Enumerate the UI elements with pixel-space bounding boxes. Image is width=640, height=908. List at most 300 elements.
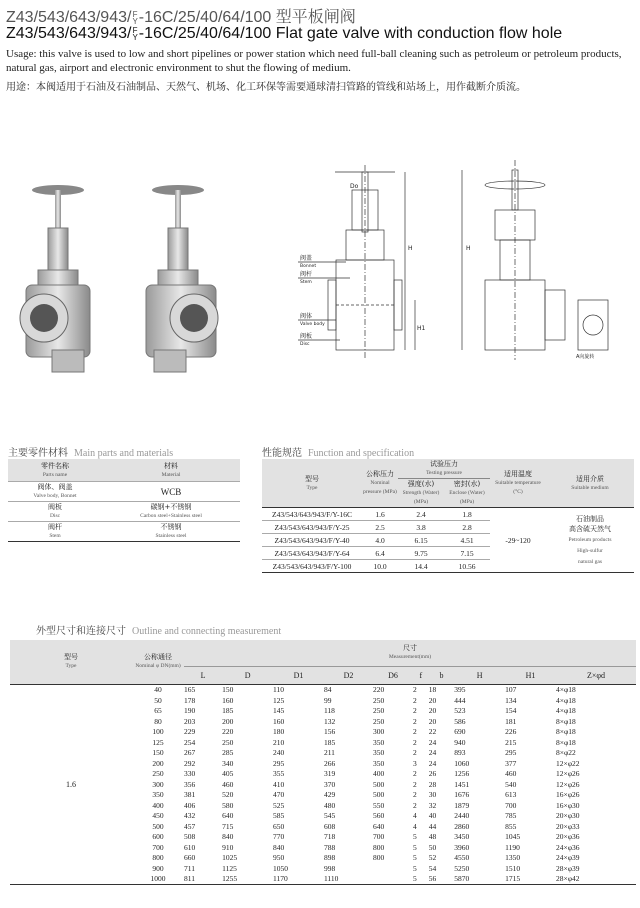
label-side-h: H bbox=[466, 245, 471, 252]
dims-col-header: f bbox=[419, 670, 423, 680]
dims-cell-dn: 125 bbox=[152, 737, 164, 747]
dims-cell: 150 bbox=[222, 685, 234, 695]
dims-cell: 525 bbox=[273, 800, 285, 810]
dims-cell: 508 bbox=[184, 832, 196, 842]
dims-cell: 540 bbox=[505, 779, 517, 789]
dims-cell: 250 bbox=[372, 695, 385, 705]
dims-cell: 5 bbox=[412, 832, 417, 842]
dims-cell-dn: 400 bbox=[152, 800, 164, 810]
parts-cell bbox=[102, 502, 240, 522]
spec-cell-pn: 1.6 bbox=[375, 509, 385, 519]
spec-cell-temp: -29~120 bbox=[490, 508, 546, 573]
dims-cell: 700 bbox=[372, 832, 385, 842]
dims-cell: 180 bbox=[273, 727, 285, 737]
dims-cell: 2 bbox=[412, 716, 417, 726]
dims-cell: 40 bbox=[428, 811, 437, 821]
dims-cell: 2 bbox=[412, 800, 417, 810]
dims-cell: 1451 bbox=[454, 779, 470, 789]
spec-medium-en3: natural gas bbox=[578, 558, 602, 565]
dims-cell: 8×φ22 bbox=[556, 748, 576, 758]
dims-cell-dn: 65 bbox=[154, 706, 162, 716]
spec-cell-medium bbox=[546, 508, 634, 573]
dims-cell: 950 bbox=[273, 853, 285, 863]
parts-section-title bbox=[8, 444, 173, 459]
spec-cell-type: Z43/543/643/943/F/Y-100 bbox=[272, 561, 352, 571]
dims-cell: 840 bbox=[273, 842, 285, 852]
dims-cell: 3960 bbox=[454, 842, 470, 852]
dims-cell: 470 bbox=[273, 790, 285, 800]
dims-cell: 500 bbox=[372, 790, 385, 800]
dims-cell: 1256 bbox=[454, 769, 470, 779]
dims-cell: 8×φ18 bbox=[556, 716, 576, 726]
dims-cell: 52 bbox=[428, 853, 437, 863]
parts-cell bbox=[8, 522, 102, 542]
page-title-cn bbox=[6, 4, 356, 27]
valve-photos bbox=[14, 150, 234, 380]
spec-col-medium bbox=[546, 459, 634, 508]
dims-cell-dn: 250 bbox=[152, 769, 164, 779]
parts-mat-en: WCB bbox=[160, 486, 182, 497]
dims-cell: 5 bbox=[412, 853, 417, 863]
dims-cell-dn: 100 bbox=[152, 727, 164, 737]
dims-cell: 711 bbox=[184, 863, 195, 873]
parts-mat-en: Carbon steel+Stainless steel bbox=[140, 513, 202, 519]
dims-cell: 700 bbox=[505, 800, 517, 810]
dims-cell: 4 bbox=[412, 811, 417, 821]
dims-cell: 134 bbox=[505, 695, 517, 705]
dims-cell: 1676 bbox=[454, 790, 470, 800]
dims-section-title bbox=[36, 622, 281, 637]
dims-cell: 145 bbox=[273, 706, 285, 716]
dims-cell: 1190 bbox=[505, 842, 520, 852]
dims-cell: 190 bbox=[184, 706, 196, 716]
spec-cell-seal: 2.8 bbox=[462, 522, 472, 532]
dims-cell: 48 bbox=[428, 832, 437, 842]
parts-title-en: Main parts and materials bbox=[74, 448, 174, 459]
title-en-frac-bottom: Y bbox=[132, 32, 138, 42]
dims-cell: 20×φ33 bbox=[556, 821, 580, 831]
spec-col-strength bbox=[398, 479, 444, 508]
dims-cell: 200 bbox=[222, 716, 234, 726]
dims-table-body bbox=[10, 684, 636, 885]
dims-cell: 460 bbox=[505, 769, 517, 779]
dims-cell: 785 bbox=[505, 811, 517, 821]
spec-cell-pn: 4.0 bbox=[375, 535, 385, 545]
usage-en: Usage: this valve is used to low and short pipelines or power station which need full-ball cleaning such as petroleum or petroleum products, natural gas, airport and electronic environment to shut the flowing of medium. bbox=[6, 48, 622, 74]
dims-cell-dn: 700 bbox=[152, 842, 164, 852]
dims-cell: 18 bbox=[428, 685, 437, 695]
dims-cell: 20 bbox=[428, 695, 437, 705]
dims-cell: 292 bbox=[184, 758, 196, 768]
dims-col-header: D bbox=[244, 670, 251, 680]
dims-cell: 5 bbox=[412, 863, 417, 873]
dims-cell: 20×φ30 bbox=[556, 811, 580, 821]
dims-cell: 715 bbox=[222, 821, 234, 831]
spec-col-test-en: Testing pressure bbox=[426, 470, 462, 476]
parts-col-material-cn: 材料 bbox=[164, 461, 178, 470]
dims-cell: 254 bbox=[184, 737, 196, 747]
spec-cell-seal: 1.8 bbox=[462, 509, 472, 519]
dims-cell: 2440 bbox=[454, 811, 470, 821]
dims-cell: 800 bbox=[372, 842, 385, 852]
spec-medium-cn1: 石油制品 bbox=[576, 514, 604, 523]
dims-cell: 267 bbox=[184, 748, 196, 758]
spec-table bbox=[262, 459, 634, 573]
dims-cell: 20×φ36 bbox=[556, 832, 580, 842]
dims-cell: 355 bbox=[273, 769, 285, 779]
dims-cell: 84 bbox=[323, 685, 332, 695]
dims-cell: 811 bbox=[184, 874, 195, 884]
spec-col-medium-cn: 适用介质 bbox=[576, 474, 604, 483]
dims-cell: 250 bbox=[372, 706, 385, 716]
dims-cell: 898 bbox=[323, 853, 336, 863]
label-bonnet-en: Bonnet bbox=[300, 264, 317, 269]
label-h: H bbox=[408, 245, 413, 252]
dims-cell: 99 bbox=[323, 695, 332, 705]
dims-cell-dn: 350 bbox=[152, 790, 164, 800]
dims-cell: 377 bbox=[505, 758, 517, 768]
dims-cell: 650 bbox=[273, 821, 285, 831]
dims-cell: 8×φ18 bbox=[556, 727, 576, 737]
dims-cell: 800 bbox=[372, 853, 385, 863]
valve-photo-front bbox=[20, 185, 90, 372]
dims-cell: 545 bbox=[323, 811, 336, 821]
dims-cell: 229 bbox=[184, 727, 196, 737]
dims-cell: 20 bbox=[428, 706, 437, 716]
dims-cell: 381 bbox=[184, 790, 196, 800]
dims-cell: 215 bbox=[505, 737, 517, 747]
dims-cell: 118 bbox=[323, 706, 335, 716]
dims-cell: 132 bbox=[323, 716, 336, 726]
label-bonnet-cn: 阀盖 bbox=[300, 255, 313, 262]
dims-cell: 1045 bbox=[505, 832, 521, 842]
dims-cell-dn: 1000 bbox=[150, 874, 166, 884]
dims-cell: 2 bbox=[412, 790, 417, 800]
dims-cell-dn: 200 bbox=[152, 758, 164, 768]
dims-cell: 444 bbox=[454, 695, 466, 705]
spec-col-pn bbox=[362, 459, 398, 508]
spec-cell-strength: 2.4 bbox=[416, 509, 426, 519]
dims-cell: 50 bbox=[428, 842, 437, 852]
valve-drawing bbox=[290, 150, 640, 380]
dims-cell: 340 bbox=[222, 758, 234, 768]
label-disc-en: Disc bbox=[300, 342, 310, 347]
dims-cell: 185 bbox=[222, 706, 234, 716]
spec-cell-pn: 10.0 bbox=[373, 561, 387, 571]
parts-header-row bbox=[8, 459, 240, 482]
parts-cell-cn: 阀板 bbox=[48, 503, 62, 511]
parts-col-name-cn: 零件名称 bbox=[41, 461, 69, 470]
dims-col-dn bbox=[132, 640, 184, 684]
dims-col-type-cn: 型号 bbox=[64, 653, 78, 662]
title-en-fraction bbox=[132, 27, 137, 41]
dims-cell: 1110 bbox=[323, 874, 339, 884]
parts-cell bbox=[102, 482, 240, 502]
spec-cell-strength: 6.15 bbox=[414, 535, 428, 545]
dims-cell: 185 bbox=[323, 737, 336, 747]
dims-cell: 1879 bbox=[454, 800, 470, 810]
dims-cell: 550 bbox=[372, 800, 385, 810]
dims-cell: 2 bbox=[412, 748, 417, 758]
label-view: A向旋转 bbox=[576, 354, 595, 360]
parts-cell bbox=[102, 522, 240, 542]
dims-cell: 2860 bbox=[454, 821, 470, 831]
title-en-prefix: Z43/543/643/943/ bbox=[6, 25, 132, 42]
title-en-suffix: -16C/25/40/64/100 Flat gate valve with conduction flow hole bbox=[138, 25, 563, 42]
dims-cell: 295 bbox=[505, 748, 517, 758]
spec-col-seal bbox=[444, 479, 490, 508]
dims-cell: 330 bbox=[184, 769, 196, 779]
parts-col-material bbox=[102, 459, 240, 482]
dims-cell: 160 bbox=[222, 695, 234, 705]
dims-cell: 319 bbox=[323, 769, 336, 779]
dims-cell: 400 bbox=[372, 769, 385, 779]
spec-col-test bbox=[398, 459, 490, 479]
dims-cell: 395 bbox=[454, 685, 466, 695]
dims-header-row bbox=[10, 640, 636, 666]
spec-col-type-cn: 型号 bbox=[305, 474, 319, 483]
spec-cell-type: Z43/543/643/943/F/Y-40 bbox=[274, 535, 350, 545]
title-cn-frac-top: F bbox=[132, 9, 138, 19]
spec-section-title bbox=[262, 444, 414, 459]
dims-cell: 24×φ36 bbox=[556, 842, 580, 852]
dims-cell: 5 bbox=[412, 842, 417, 852]
spec-col-strength-en: Strength (Water) (MPa) bbox=[402, 490, 440, 505]
dims-cell: 20 bbox=[428, 716, 437, 726]
dims-cell: 12×φ26 bbox=[556, 779, 580, 789]
dims-cell: 457 bbox=[184, 821, 196, 831]
spec-cell-type: Z43/543/643/943/F/Y-25 bbox=[274, 522, 350, 532]
dims-cell: 613 bbox=[505, 790, 517, 800]
dims-cell: 580 bbox=[222, 800, 234, 810]
dims-cell: 610 bbox=[184, 842, 196, 852]
dims-cell: 770 bbox=[273, 832, 285, 842]
spec-cell-strength: 9.75 bbox=[414, 548, 428, 558]
dims-cell-dn: 800 bbox=[152, 853, 164, 863]
dims-cell: 285 bbox=[222, 748, 234, 758]
dims-cell: 181 bbox=[505, 716, 517, 726]
dims-cell: 154 bbox=[505, 706, 517, 716]
dims-cell: 32 bbox=[428, 800, 437, 810]
dims-cell: 1125 bbox=[222, 863, 237, 873]
dims-cell: 12×φ22 bbox=[556, 758, 580, 768]
dims-cell: 24 bbox=[428, 737, 437, 747]
spec-cell-seal: 7.15 bbox=[460, 548, 474, 558]
dims-cell: 480 bbox=[323, 800, 336, 810]
parts-col-name-en: Parts name bbox=[42, 471, 68, 478]
spec-col-temp-cn: 适用温度 bbox=[504, 470, 532, 478]
spec-col-seal-en: Enclose (Water) (MPa) bbox=[449, 490, 485, 505]
dims-col-header: Z×φd bbox=[586, 670, 605, 680]
dims-cell: 54 bbox=[428, 863, 437, 873]
usage-cn: 用途：本阀适用于石油及石油制品、天然气、机场、化工环保等需要通球清扫管路的管线和站场上，用作截断介质流。 bbox=[6, 82, 526, 93]
spec-col-seal-cn: 密封(水) bbox=[453, 480, 481, 488]
dims-cell: 110 bbox=[273, 685, 285, 695]
spec-cell-strength: 3.8 bbox=[416, 522, 426, 532]
dims-col-dn-en: Nominal φ DN(mm) bbox=[135, 663, 181, 670]
dims-cell: 523 bbox=[454, 706, 466, 716]
spec-col-strength-cn: 强度(水) bbox=[407, 480, 435, 488]
dims-cell: 350 bbox=[372, 737, 385, 747]
dims-cell: 2 bbox=[412, 695, 417, 705]
dims-cell: 406 bbox=[184, 800, 196, 810]
dims-title-en: Outline and connecting measurement bbox=[132, 626, 282, 637]
parts-cell-en: Stem bbox=[49, 533, 61, 539]
dims-cell: 250 bbox=[222, 737, 234, 747]
dims-col-header: H bbox=[476, 670, 483, 680]
dims-cell: 16×φ30 bbox=[556, 800, 580, 810]
parts-row bbox=[8, 522, 240, 542]
dims-cell: 840 bbox=[222, 832, 234, 842]
dims-cell: 5 bbox=[412, 874, 417, 884]
dims-cell: 1350 bbox=[505, 853, 521, 863]
dims-cell-type: 1.6 bbox=[66, 779, 76, 789]
dims-cell: 893 bbox=[454, 748, 466, 758]
dims-cell: 16×φ26 bbox=[556, 790, 580, 800]
drawing-detail-view bbox=[578, 300, 608, 350]
spec-col-pn-cn: 公称压力 bbox=[366, 470, 394, 478]
dims-cell: 107 bbox=[505, 685, 517, 695]
parts-cell bbox=[8, 482, 102, 502]
dims-table bbox=[10, 640, 636, 885]
dims-cell: 30 bbox=[428, 790, 437, 800]
spec-col-type bbox=[262, 459, 362, 508]
parts-cell bbox=[8, 502, 102, 522]
spec-medium-en1: Petroleum products bbox=[568, 536, 612, 543]
dims-cell: 429 bbox=[323, 790, 336, 800]
spec-header-row bbox=[262, 459, 634, 479]
parts-row bbox=[8, 482, 240, 502]
dims-cell: 266 bbox=[323, 758, 336, 768]
dims-cell: 4×φ18 bbox=[556, 695, 576, 705]
dims-cell: 1050 bbox=[273, 863, 289, 873]
dims-cell: 690 bbox=[454, 727, 466, 737]
dims-cell-dn: 300 bbox=[152, 779, 164, 789]
dims-cell: 350 bbox=[372, 758, 385, 768]
title-en-frac-top: F bbox=[132, 25, 138, 35]
dims-cell: 2 bbox=[412, 737, 417, 747]
dims-cell-dn: 150 bbox=[152, 748, 164, 758]
dims-cell: 24 bbox=[428, 758, 437, 768]
dims-cell: 226 bbox=[505, 727, 517, 737]
dims-col-header: b bbox=[439, 670, 444, 680]
dims-cell: 585 bbox=[273, 811, 285, 821]
dims-cell: 560 bbox=[372, 811, 385, 821]
parts-cell-cn: 阀杆 bbox=[48, 523, 62, 531]
dims-cell bbox=[373, 874, 413, 885]
dims-row bbox=[10, 684, 636, 695]
dims-cell-dn: 500 bbox=[152, 821, 164, 831]
dims-cell: 855 bbox=[505, 821, 517, 831]
dims-col-measure-en: Measurement(mm) bbox=[388, 654, 432, 661]
dims-cell: 211 bbox=[323, 748, 335, 758]
label-do: Do bbox=[350, 183, 359, 190]
label-disc-cn: 阀板 bbox=[300, 333, 313, 340]
spec-cell-pn: 6.4 bbox=[375, 548, 385, 558]
dims-col-measure bbox=[184, 640, 636, 666]
dims-cell: 1060 bbox=[454, 758, 470, 768]
label-body-cn: 阀体 bbox=[300, 313, 313, 320]
dims-cell: 28×φ39 bbox=[556, 863, 580, 873]
dims-cell: 3 bbox=[412, 758, 417, 768]
spec-col-medium-en: Suitable medium bbox=[571, 484, 609, 491]
spec-title-en: Function and specification bbox=[308, 448, 415, 459]
dims-cell: 203 bbox=[184, 716, 196, 726]
spec-col-type-en: Type bbox=[306, 484, 318, 491]
spec-medium-en2: High-sulfur bbox=[577, 547, 603, 554]
dims-cell: 295 bbox=[273, 758, 285, 768]
dims-col-header: H1 bbox=[525, 670, 536, 680]
dims-cell: 2 bbox=[412, 769, 417, 779]
dims-col-header: L bbox=[200, 670, 206, 680]
spec-col-temp-en: Suitable temperature (°C) bbox=[495, 480, 541, 495]
dims-cell: 2 bbox=[412, 727, 417, 737]
dims-cell: 432 bbox=[184, 811, 196, 821]
parts-cell-cn: 阀体、阀盖 bbox=[37, 483, 73, 491]
title-cn-frac-bottom: Y bbox=[132, 16, 138, 26]
dims-col-header: D6 bbox=[388, 670, 398, 680]
dims-title-cn: 外型尺寸和连接尺寸 bbox=[36, 626, 126, 637]
dims-col-measure-cn: 尺寸 bbox=[403, 644, 417, 653]
spec-cell-type: Z43/543/643/943/F/Y-64 bbox=[274, 548, 350, 558]
label-body-en: Valve body bbox=[300, 322, 325, 327]
parts-mat-cn: 碳钢+不锈钢 bbox=[150, 503, 192, 511]
dims-cell: 4550 bbox=[454, 853, 470, 863]
spec-cell-seal: 10.56 bbox=[458, 561, 476, 571]
dims-cell: 4×φ18 bbox=[556, 685, 576, 695]
dims-cell: 24 bbox=[428, 748, 437, 758]
dims-cell: 28 bbox=[428, 779, 437, 789]
dims-cell: 178 bbox=[184, 695, 196, 705]
dims-cell: 350 bbox=[372, 748, 385, 758]
dims-cell: 640 bbox=[372, 821, 385, 831]
dims-cell: 586 bbox=[454, 716, 466, 726]
dims-cell: 125 bbox=[273, 695, 285, 705]
parts-row bbox=[8, 502, 240, 522]
dims-cell: 2 bbox=[412, 779, 417, 789]
dims-cell: 1715 bbox=[505, 874, 521, 884]
dims-col-type bbox=[10, 640, 132, 684]
dims-cell: 220 bbox=[372, 685, 385, 695]
dims-cell: 250 bbox=[372, 716, 385, 726]
dims-cell-dn: 600 bbox=[152, 832, 164, 842]
dims-cell-dn: 450 bbox=[152, 811, 164, 821]
dims-cell: 1255 bbox=[222, 874, 238, 884]
dims-col-type-en: Type bbox=[65, 663, 77, 670]
spec-col-temp bbox=[490, 459, 546, 508]
dims-cell: 160 bbox=[273, 716, 285, 726]
dims-cell: 165 bbox=[184, 685, 196, 695]
dims-cell: 156 bbox=[323, 727, 336, 737]
spec-col-test-cn: 试验压力 bbox=[430, 460, 458, 468]
title-cn-prefix: Z43/543/643/943/ bbox=[6, 9, 132, 26]
dims-cell: 356 bbox=[184, 779, 196, 789]
dims-cell: 998 bbox=[323, 863, 336, 873]
parts-mat-cn: 不锈钢 bbox=[160, 523, 182, 531]
spec-cell-seal: 4.51 bbox=[460, 535, 474, 545]
dims-cell: 520 bbox=[222, 790, 234, 800]
dims-cell-dn: 900 bbox=[152, 863, 164, 873]
dims-cell-dn: 40 bbox=[154, 685, 162, 695]
parts-table bbox=[8, 459, 240, 542]
dims-cell: 660 bbox=[184, 853, 196, 863]
dims-cell: 4 bbox=[412, 821, 417, 831]
label-stem-cn: 阀杆 bbox=[300, 271, 313, 278]
dims-cell: 3450 bbox=[454, 832, 470, 842]
dims-cell: 608 bbox=[323, 821, 336, 831]
dims-cell: 22 bbox=[428, 727, 437, 737]
spec-row bbox=[262, 508, 634, 521]
